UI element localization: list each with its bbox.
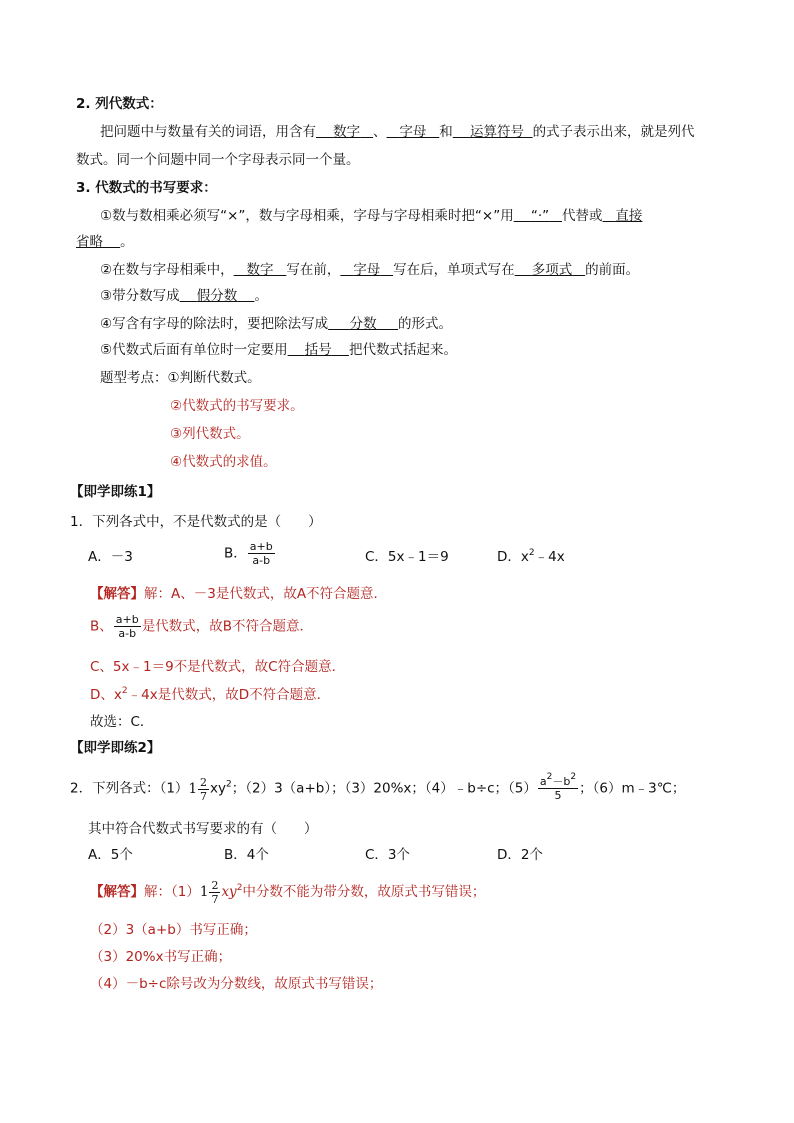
fraction-a-plus-b-over-a-minus-b: $\frac{a+b}{a-b}$ <box>249 540 273 567</box>
exercise-1-option-b: B． $\frac{a+b}{a-b}$ <box>224 540 273 567</box>
exercise-1-answer-4: D、$x^2﹣4x$是代数式，故D不符合题意． <box>90 686 331 703</box>
key-point-3: ③列代数式。 <box>170 426 250 442</box>
section-2-paragraph: 把问题中与数量有关的词语，用含有 数字 、 字母 和 运算符号 的式子表示出来，就是列代 <box>100 124 695 140</box>
blank-shenglue: 省略 <box>76 234 103 250</box>
exercise-1-option-d: D．$x^2﹣4x$ <box>497 548 565 565</box>
blank-dot: “·” <box>530 208 550 224</box>
fraction-a2-minus-b2-over-5: $\frac{a^2-b^2}{5}$ <box>539 772 577 802</box>
rule-5: ⑤代数式后面有单位时一定要用 括号 把代数式括起来。 <box>100 342 457 358</box>
key-point-2: ②代数式的书写要求。 <box>170 398 304 414</box>
exercise-2-option-b: B．4个 <box>224 847 269 863</box>
blank-zimu: 字母 <box>399 124 427 140</box>
section-2-paragraph-line2: 数式。同一个问题中同一个字母表示同一个量。 <box>76 152 360 168</box>
rule-4: ④写含有字母的除法时，要把除法写成 分数 的形式。 <box>100 316 453 332</box>
section-3-heading: 3. 代数式的书写要求： <box>76 180 217 196</box>
rule-1-line2: 省略 。 <box>76 234 134 250</box>
exercise-2-option-c: C．3个 <box>365 847 411 863</box>
exercise-1-answer-3: C、5x﹣1＝9不是代数式，故C符合题意． <box>90 659 346 675</box>
blank-fraction: 分数 <box>349 316 377 332</box>
blank-yunsuan: 运算符号 <box>469 124 524 140</box>
key-points: 题型考点：①判断代数式。 <box>100 370 261 386</box>
exercise-2-question-line2: 其中符合代数式书写要求的有（ ） <box>88 821 318 837</box>
blank-num-front: 数字 <box>246 262 274 278</box>
blank-polynomial: 多项式 <box>531 262 573 278</box>
blank-improper: 假分数 <box>196 288 238 304</box>
rule-3: ③带分数写成 假分数 。 <box>100 288 268 304</box>
rule-1: ①数与数相乘必须写“×”，数与字母相乘，字母与字母相乘时把“×”用 “·” 代替或 直接 <box>100 208 643 224</box>
blank-zhijie: 直接 <box>615 208 643 224</box>
exercise-1-title: 【即学即练1】 <box>70 484 161 500</box>
exercise-2-answer-2: （2）3（a+b）书写正确； <box>90 922 257 938</box>
mixed-number: 1 $\frac{2}{7}$ <box>188 775 208 803</box>
exercise-1-question: 1．下列各式中，不是代数式的是（ ） <box>70 514 322 530</box>
exercise-2-title: 【即学即练2】 <box>70 740 161 756</box>
exercise-2-option-d: D．2个 <box>497 847 543 863</box>
exercise-2-answer-4: （4）－b÷c除号改为分数线，故原式书写错误； <box>90 976 383 992</box>
fraction-answer-b: $\frac{a+b}{a-b}$ <box>115 613 139 640</box>
exercise-1-answer-choice: 故选：C． <box>90 714 154 730</box>
blank-shuzi: 数字 <box>333 124 361 140</box>
exercise-2-option-a: A．5个 <box>88 847 133 863</box>
blank-letter-back: 字母 <box>353 262 381 278</box>
exercise-2-answer-3: （3）20%x书写正确； <box>90 949 232 965</box>
blank-bracket: 括号 <box>304 342 332 358</box>
rule-2: ②在数与字母相乘中， 数字 写在前， 字母 写在后，单项式写在 多项式 的前面。 <box>100 262 640 278</box>
exercise-2-answer-1: 【解答】解：（1）1 $\frac{2}{7}$ $xy^2$中分数不能为带分数，故原式书写错误； <box>90 879 486 906</box>
exercise-2-question: 2．下列各式：（1）1 $\frac{2}{7}$ $xy^2$；（2）3（a+b）；（3）20%x；（4）﹣b÷c；（5） $\frac{a^2-b^2}{5}$ ；（6）m﹣3℃； <box>70 772 686 803</box>
exercise-1-answer-1: 【解答】解：A、－3是代数式，故A不符合题意． <box>90 586 388 602</box>
section-2-heading: 2. 列代数式： <box>76 96 163 112</box>
exercise-1-answer-2: B、 $\frac{a+b}{a-b}$ 是代数式，故B不符合题意． <box>90 613 313 640</box>
answer-mixed-number: 1 $\frac{2}{7}$ <box>199 879 219 906</box>
key-point-4: ④代数式的求值。 <box>170 454 277 470</box>
exercise-1-option-c: C．5x﹣1＝9 <box>365 549 449 565</box>
exercise-1-option-a: A．－3 <box>88 549 133 565</box>
